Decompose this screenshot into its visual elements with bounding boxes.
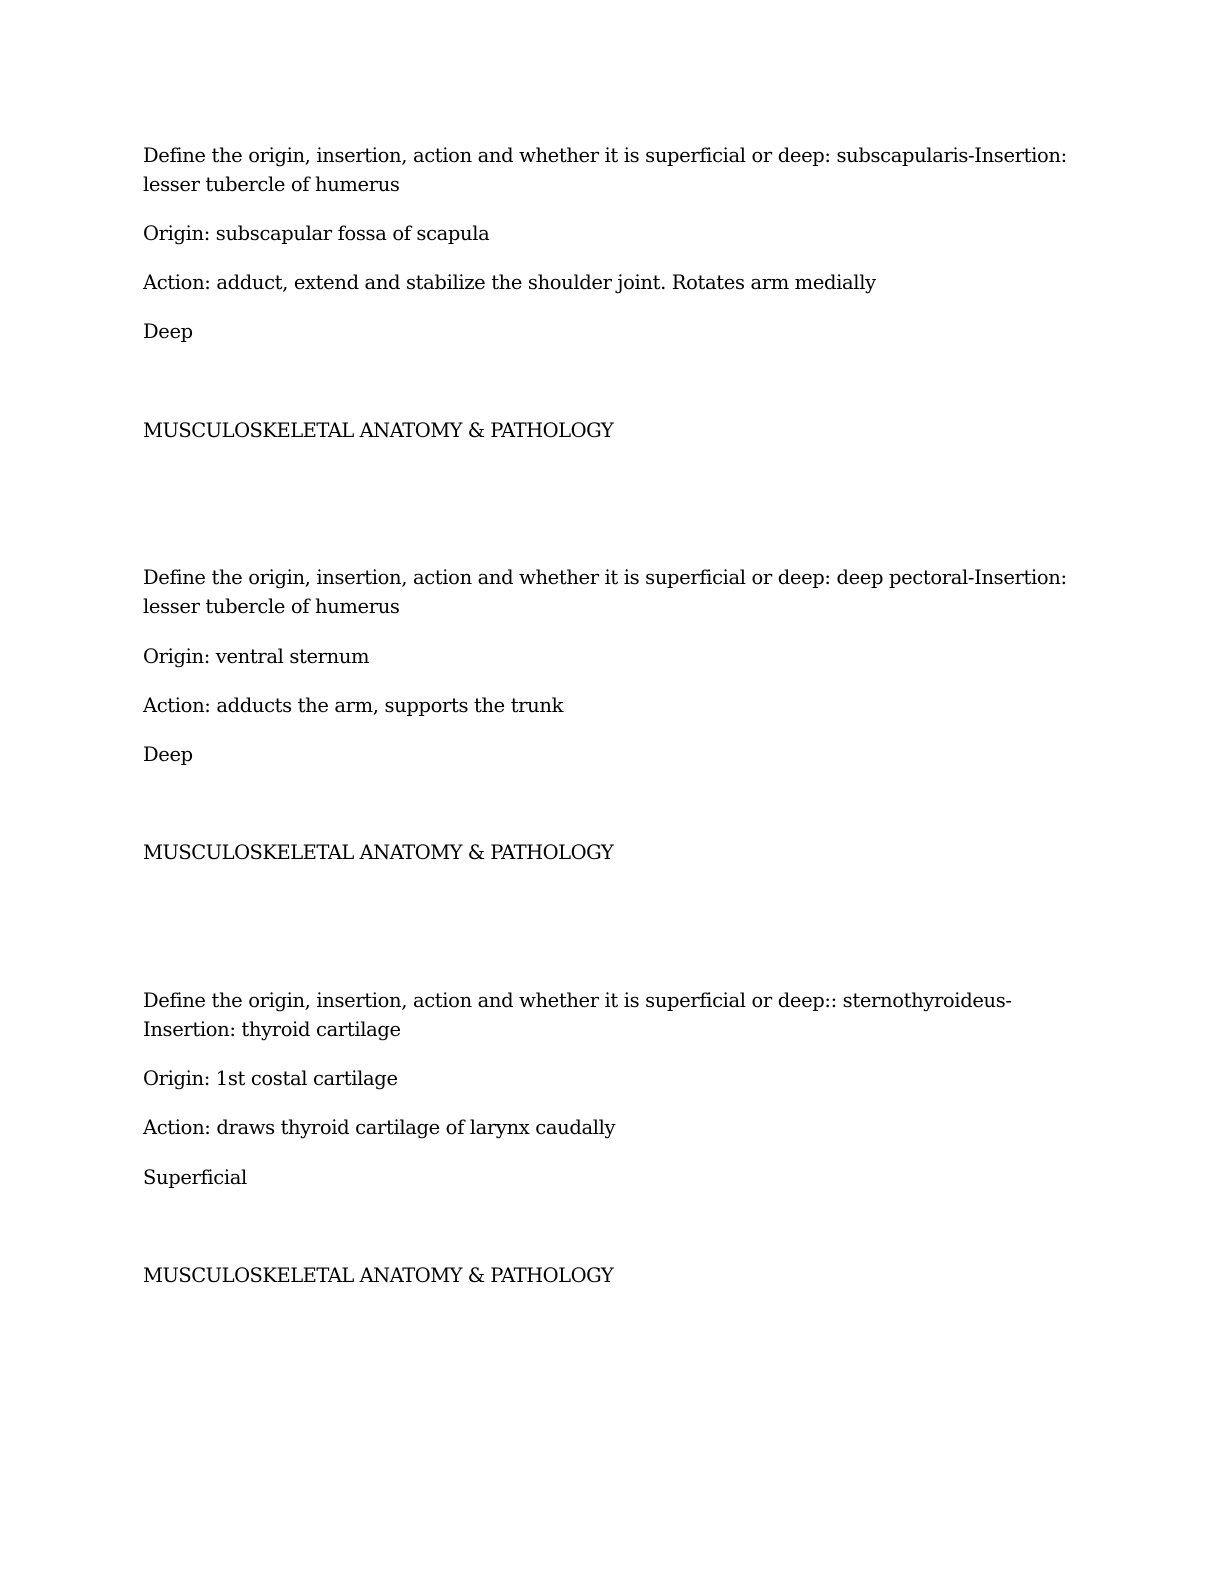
card-2-question-line-1: Define the origin, insertion, action and whether it is superficial or deep: deep pectoral-Insertion: <box>143 566 1067 589</box>
card-2-question-line-2: lesser tubercle of humerus <box>143 595 400 618</box>
card-3-category: MUSCULOSKELETAL ANATOMY & PATHOLOGY <box>143 1264 614 1287</box>
card-1-question-line-2: lesser tubercle of humerus <box>143 173 400 196</box>
card-1-origin: Origin: subscapular fossa of scapula <box>143 222 490 245</box>
card-2-depth: Deep <box>143 743 193 766</box>
card-2-origin: Origin: ventral sternum <box>143 645 370 668</box>
card-3-origin: Origin: 1st costal cartilage <box>143 1067 398 1090</box>
card-2-action: Action: adducts the arm, supports the trunk <box>143 694 564 717</box>
card-3-depth: Superficial <box>143 1166 247 1189</box>
card-3-question-line-2: Insertion: thyroid cartilage <box>143 1018 401 1041</box>
card-2-category: MUSCULOSKELETAL ANATOMY & PATHOLOGY <box>143 841 614 864</box>
card-1-category: MUSCULOSKELETAL ANATOMY & PATHOLOGY <box>143 419 614 442</box>
card-3-question-line-1: Define the origin, insertion, action and whether it is superficial or deep:: sternothyroideus- <box>143 989 1012 1012</box>
card-1-depth: Deep <box>143 320 193 343</box>
card-3-action: Action: draws thyroid cartilage of larynx caudally <box>143 1116 616 1139</box>
card-1-question-line-1: Define the origin, insertion, action and whether it is superficial or deep: subscapularis-Insertion: <box>143 144 1067 167</box>
card-1-action: Action: adduct, extend and stabilize the shoulder joint. Rotates arm medially <box>143 271 876 294</box>
